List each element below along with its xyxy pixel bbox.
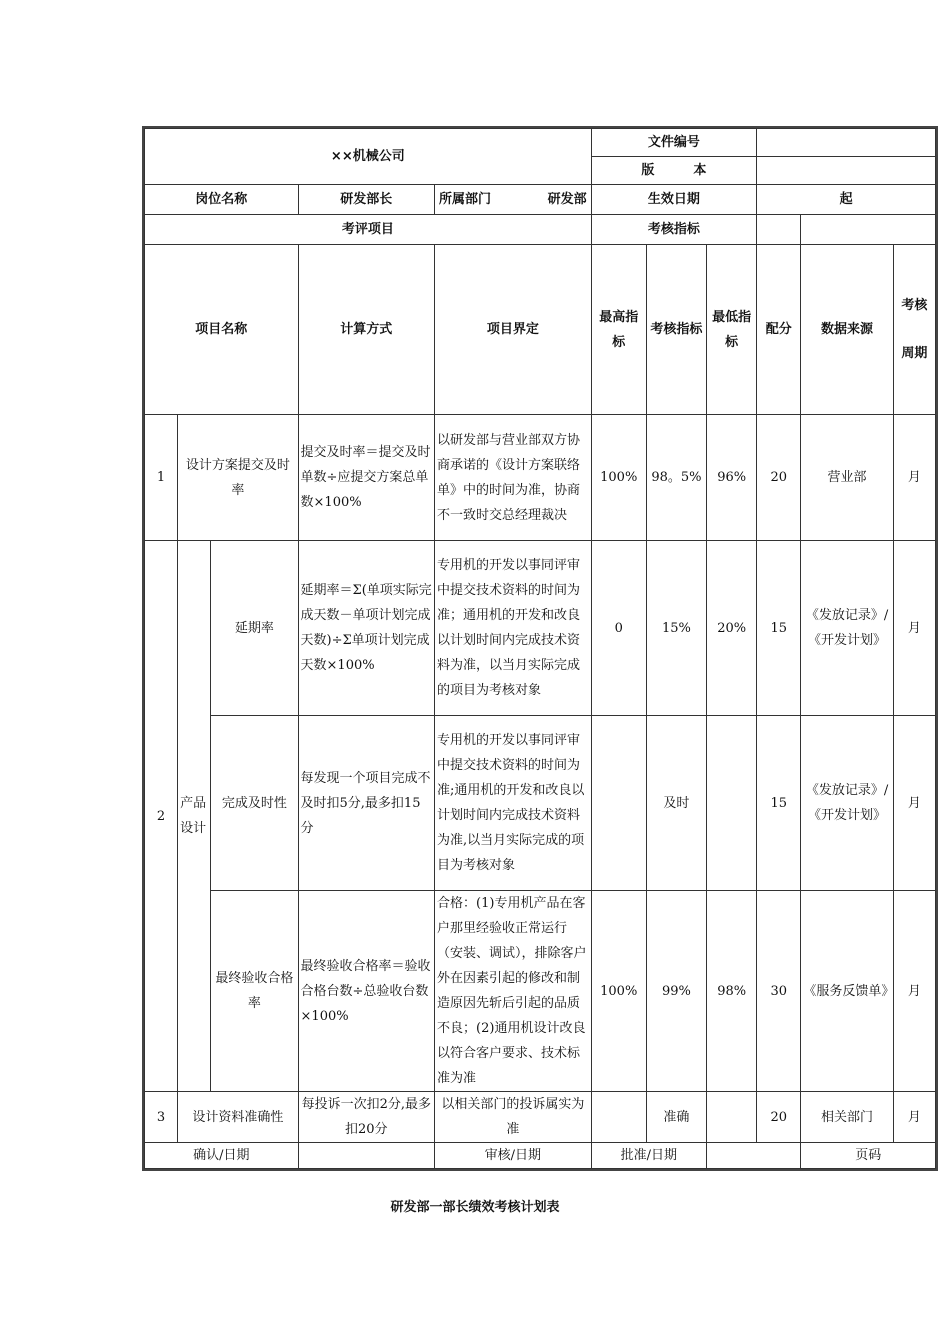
company-name: ××机械公司 bbox=[145, 129, 592, 185]
effective-label: 生效日期 bbox=[591, 185, 757, 215]
row-name: 设计方案提交及时率 bbox=[178, 415, 298, 541]
dept-value: 研发部 bbox=[547, 192, 587, 207]
row-target: 及时 bbox=[646, 716, 706, 891]
row-no: 3 bbox=[145, 1092, 178, 1143]
row-source: 《发放记录》/《开发计划》 bbox=[801, 716, 893, 891]
row-calc: 每投诉一次扣2分,最多扣20分 bbox=[298, 1092, 435, 1143]
row-name: 完成及时性 bbox=[211, 716, 298, 891]
table-row bbox=[145, 716, 936, 891]
eval-index-label: 考核指标 bbox=[591, 215, 757, 245]
row-period: 月 bbox=[893, 891, 935, 1092]
row-period: 月 bbox=[893, 415, 935, 541]
row-define: 以相关部门的投诉属实为准 bbox=[435, 1092, 592, 1143]
dept-label: 所属部门 bbox=[439, 192, 492, 207]
row-min: 20% bbox=[707, 541, 757, 716]
row-max: 100% bbox=[591, 415, 646, 541]
row-source: 相关部门 bbox=[801, 1092, 893, 1143]
dept-label-value bbox=[435, 185, 592, 215]
eval-items-label: 考评项目 bbox=[145, 215, 592, 245]
col-calc: 计算方式 bbox=[298, 245, 435, 415]
effective-value: 起 bbox=[757, 185, 936, 215]
row-period: 月 bbox=[893, 1092, 935, 1143]
doc-no-value bbox=[757, 129, 936, 157]
row-min bbox=[707, 1092, 757, 1143]
col-score: 配分 bbox=[757, 245, 801, 415]
blank-cell bbox=[801, 215, 936, 245]
table-row bbox=[145, 415, 936, 541]
row-name: 设计资料准确性 bbox=[178, 1092, 298, 1143]
row-min: 98% bbox=[707, 891, 757, 1092]
row-max bbox=[591, 716, 646, 891]
row-define: 以研发部与营业部双方协商承诺的《设计方案联络单》中的时间为准，协商不一致时交总经理裁决 bbox=[435, 415, 592, 541]
row-no: 1 bbox=[145, 415, 178, 541]
blank-cell bbox=[757, 215, 801, 245]
version-label: 版 本 bbox=[591, 157, 757, 185]
row-min: 96% bbox=[707, 415, 757, 541]
row-score: 20 bbox=[757, 1092, 801, 1143]
row-score: 20 bbox=[757, 415, 801, 541]
row-score: 30 bbox=[757, 891, 801, 1092]
confirm-value bbox=[298, 1143, 435, 1169]
col-source: 数据来源 bbox=[801, 245, 893, 415]
version-value bbox=[757, 157, 936, 185]
table-row bbox=[145, 891, 936, 1092]
row-source: 《发放记录》/《开发计划》 bbox=[801, 541, 893, 716]
row-target: 98。5% bbox=[646, 415, 706, 541]
row-group: 产品设计 bbox=[178, 541, 211, 1092]
row-max: 0 bbox=[591, 541, 646, 716]
row-calc: 每发现一个项目完成不及时扣5分,最多扣15分 bbox=[298, 716, 435, 891]
row-source: 《服务反馈单》 bbox=[801, 891, 893, 1092]
row-source: 营业部 bbox=[801, 415, 893, 541]
row-name: 延期率 bbox=[211, 541, 298, 716]
row-target: 15% bbox=[646, 541, 706, 716]
table-row bbox=[145, 541, 936, 716]
row-define: 合格：(1)专用机产品在客户那里经验收正常运行（安装、调试），排除客户外在因素引起的修改和制造原因先斩后引起的品质不良；(2)通用机设计改良以符合客户要求、技术标准为准 bbox=[435, 891, 592, 1092]
approve-value bbox=[707, 1143, 801, 1169]
row-define: 专用机的开发以事同评审中提交技术资料的时间为准；通用机的开发和改良以计划时间内完成技术资料为准，以当月实际完成的项目为考核对象 bbox=[435, 541, 592, 716]
row-target: 准确 bbox=[646, 1092, 706, 1143]
table-row bbox=[145, 1092, 936, 1143]
page-label: 页码 bbox=[801, 1143, 936, 1169]
row-target: 99% bbox=[646, 891, 706, 1092]
row-min bbox=[707, 716, 757, 891]
row-name: 最终验收合格率 bbox=[211, 891, 298, 1092]
row-score: 15 bbox=[757, 541, 801, 716]
col-period: 考核周期 bbox=[893, 245, 935, 415]
review-label: 审核/日期 bbox=[435, 1143, 592, 1169]
doc-no-label: 文件编号 bbox=[591, 129, 757, 157]
row-no: 2 bbox=[145, 541, 178, 1092]
row-define: 专用机的开发以事同评审中提交技术资料的时间为准;通用机的开发和改良以计划时间内完成技术资料为准,以当月实际完成的项目为考核对象 bbox=[435, 716, 592, 891]
assessment-form bbox=[142, 126, 938, 1171]
position-value: 研发部长 bbox=[298, 185, 435, 215]
row-calc: 提交及时率＝提交及时单数÷应提交方案总单数×100% bbox=[298, 415, 435, 541]
row-max bbox=[591, 1092, 646, 1143]
col-min: 最低指标 bbox=[707, 245, 757, 415]
col-define: 项目界定 bbox=[435, 245, 592, 415]
row-calc: 最终验收合格率＝验收合格台数÷总验收台数×100% bbox=[298, 891, 435, 1092]
approve-label: 批准/日期 bbox=[591, 1143, 706, 1169]
row-period: 月 bbox=[893, 716, 935, 891]
confirm-label: 确认/日期 bbox=[145, 1143, 299, 1169]
position-label: 岗位名称 bbox=[145, 185, 299, 215]
document-caption: 研发部一部长绩效考核计划表 bbox=[390, 1200, 560, 1215]
col-target: 考核指标 bbox=[646, 245, 706, 415]
col-name: 项目名称 bbox=[145, 245, 299, 415]
row-score: 15 bbox=[757, 716, 801, 891]
row-period: 月 bbox=[893, 541, 935, 716]
col-max: 最高指标 bbox=[591, 245, 646, 415]
footer-row bbox=[145, 1143, 936, 1169]
row-calc: 延期率＝Σ(单项实际完成天数－单项计划完成天数)÷Σ单项计划完成天数×100% bbox=[298, 541, 435, 716]
row-max: 100% bbox=[591, 891, 646, 1092]
